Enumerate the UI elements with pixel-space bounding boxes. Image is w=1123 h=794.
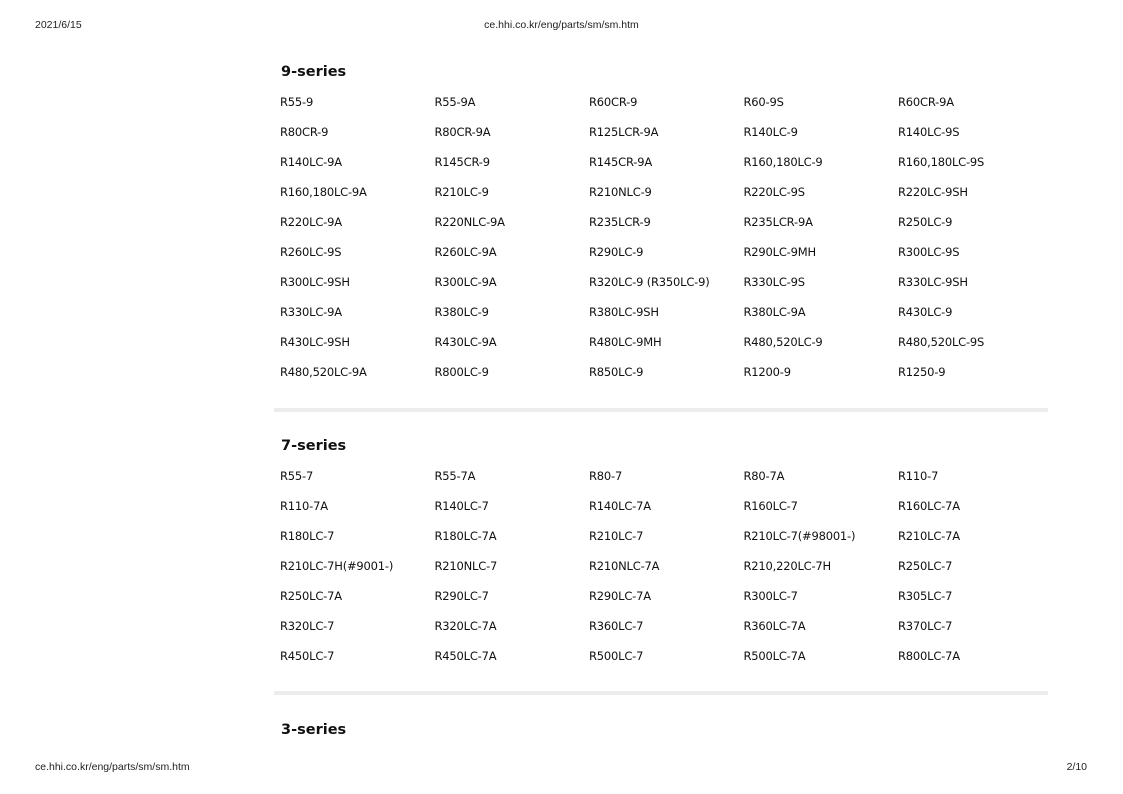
model-link[interactable]: R430LC-9A bbox=[434, 335, 497, 349]
model-link[interactable]: R430LC-9 bbox=[898, 305, 953, 319]
model-link[interactable]: R380LC-9SH bbox=[589, 305, 659, 319]
model-link[interactable]: R140LC-9S bbox=[898, 125, 960, 139]
model-link[interactable]: R160,180LC-9 bbox=[743, 155, 823, 169]
section-title: 7-series bbox=[281, 438, 347, 454]
print-footer-url: ce.hhi.co.kr/eng/parts/sm/sm.htm bbox=[35, 761, 190, 773]
model-link[interactable]: R235LCR-9A bbox=[743, 215, 813, 229]
model-link[interactable]: R110-7 bbox=[898, 469, 939, 483]
print-date: 2021/6/15 bbox=[35, 19, 82, 31]
model-link[interactable]: R220LC-9A bbox=[280, 215, 342, 229]
model-link[interactable]: R180LC-7 bbox=[280, 529, 335, 543]
model-link[interactable]: R250LC-9 bbox=[898, 215, 953, 229]
model-link[interactable]: R850LC-9 bbox=[589, 365, 644, 379]
model-link[interactable]: R140LC-9A bbox=[280, 155, 342, 169]
model-link[interactable]: R300LC-9SH bbox=[280, 275, 350, 289]
model-link[interactable]: R160,180LC-9A bbox=[280, 185, 367, 199]
model-link[interactable]: R380LC-9 bbox=[434, 305, 489, 319]
section-divider bbox=[274, 691, 1048, 695]
model-link[interactable]: R290LC-7 bbox=[434, 589, 489, 603]
model-link[interactable]: R320LC-7A bbox=[434, 619, 497, 633]
model-link[interactable]: R450LC-7A bbox=[434, 649, 497, 663]
model-link[interactable]: R500LC-7 bbox=[589, 649, 644, 663]
section-title: 3-series bbox=[281, 722, 347, 738]
model-link[interactable]: R110-7A bbox=[280, 499, 328, 513]
model-link[interactable]: R80-7 bbox=[589, 469, 623, 483]
model-link[interactable]: R145CR-9A bbox=[589, 155, 653, 169]
model-grid bbox=[280, 94, 1053, 394]
model-link[interactable]: R140LC-9 bbox=[743, 125, 798, 139]
model-link[interactable]: R305LC-7 bbox=[898, 589, 953, 603]
model-link[interactable]: R1200-9 bbox=[743, 365, 791, 379]
model-link[interactable]: R235LCR-9 bbox=[589, 215, 651, 229]
model-link[interactable]: R80-7A bbox=[743, 469, 785, 483]
model-link[interactable]: R80CR-9 bbox=[280, 125, 329, 139]
model-link[interactable]: R260LC-9A bbox=[434, 245, 497, 259]
model-link[interactable]: R60-9S bbox=[743, 95, 784, 109]
model-link[interactable]: R180LC-7A bbox=[434, 529, 497, 543]
model-link[interactable]: R60CR-9 bbox=[589, 95, 638, 109]
model-link[interactable]: R220NLC-9A bbox=[434, 215, 505, 229]
model-link[interactable]: R800LC-7A bbox=[898, 649, 960, 663]
model-link[interactable]: R250LC-7A bbox=[280, 589, 342, 603]
model-link[interactable]: R800LC-9 bbox=[434, 365, 489, 379]
model-link[interactable]: R330LC-9S bbox=[743, 275, 805, 289]
model-link[interactable]: R160LC-7 bbox=[743, 499, 798, 513]
section-title: 9-series bbox=[281, 64, 347, 80]
model-link[interactable]: R320LC-7 bbox=[280, 619, 335, 633]
model-link[interactable]: R210LC-7H(#9001-) bbox=[280, 559, 394, 573]
model-link[interactable]: R140LC-7A bbox=[589, 499, 651, 513]
model-link[interactable]: R370LC-7 bbox=[898, 619, 953, 633]
model-link[interactable]: R210NLC-7A bbox=[589, 559, 660, 573]
model-link[interactable]: R220LC-9SH bbox=[898, 185, 968, 199]
model-link[interactable]: R55-7A bbox=[434, 469, 476, 483]
section-divider bbox=[274, 408, 1048, 412]
model-link[interactable]: R1250-9 bbox=[898, 365, 946, 379]
model-link[interactable]: R140LC-7 bbox=[434, 499, 489, 513]
model-link[interactable]: R80CR-9A bbox=[434, 125, 491, 139]
model-link[interactable]: R210LC-7 bbox=[589, 529, 644, 543]
model-link[interactable]: R450LC-7 bbox=[280, 649, 335, 663]
model-link[interactable]: R330LC-9SH bbox=[898, 275, 968, 289]
model-link[interactable]: R250LC-7 bbox=[898, 559, 953, 573]
model-link[interactable]: R160LC-7A bbox=[898, 499, 960, 513]
print-header bbox=[0, 19, 1123, 33]
page-number: 2/10 bbox=[1066, 761, 1087, 773]
model-link[interactable]: R320LC-9 (R350LC-9) bbox=[589, 275, 710, 289]
model-link[interactable]: R55-7 bbox=[280, 469, 314, 483]
model-link[interactable]: R480,520LC-9 bbox=[743, 335, 823, 349]
model-link[interactable]: R55-9 bbox=[280, 95, 314, 109]
model-link[interactable]: R55-9A bbox=[434, 95, 476, 109]
model-link[interactable]: R300LC-9A bbox=[434, 275, 497, 289]
model-link[interactable]: R210LC-7A bbox=[898, 529, 960, 543]
model-link[interactable]: R210LC-7(#98001-) bbox=[743, 529, 856, 543]
model-link[interactable]: R210NLC-7 bbox=[434, 559, 498, 573]
model-grid bbox=[280, 468, 1053, 678]
print-footer bbox=[0, 761, 1123, 775]
model-link[interactable]: R260LC-9S bbox=[280, 245, 342, 259]
model-link[interactable]: R160,180LC-9S bbox=[898, 155, 985, 169]
model-link[interactable]: R290LC-9MH bbox=[743, 245, 816, 259]
model-link[interactable]: R360LC-7A bbox=[743, 619, 806, 633]
model-link[interactable]: R480LC-9MH bbox=[589, 335, 662, 349]
model-link[interactable]: R430LC-9SH bbox=[280, 335, 350, 349]
model-link[interactable]: R145CR-9 bbox=[434, 155, 490, 169]
model-link[interactable]: R330LC-9A bbox=[280, 305, 342, 319]
model-link[interactable]: R300LC-7 bbox=[743, 589, 798, 603]
model-link[interactable]: R210NLC-9 bbox=[589, 185, 652, 199]
model-link[interactable]: R480,520LC-9S bbox=[898, 335, 985, 349]
model-link[interactable]: R380LC-9A bbox=[743, 305, 806, 319]
model-link[interactable]: R300LC-9S bbox=[898, 245, 960, 259]
model-link[interactable]: R290LC-7A bbox=[589, 589, 651, 603]
model-link[interactable]: R500LC-7A bbox=[743, 649, 806, 663]
model-link[interactable]: R210,220LC-7H bbox=[743, 559, 831, 573]
model-link[interactable]: R480,520LC-9A bbox=[280, 365, 367, 379]
model-link[interactable]: R220LC-9S bbox=[743, 185, 805, 199]
model-link[interactable]: R60CR-9A bbox=[898, 95, 954, 109]
print-url: ce.hhi.co.kr/eng/parts/sm/sm.htm bbox=[484, 19, 639, 31]
model-link[interactable]: R360LC-7 bbox=[589, 619, 644, 633]
model-link[interactable]: R290LC-9 bbox=[589, 245, 644, 259]
model-link[interactable]: R125LCR-9A bbox=[589, 125, 659, 139]
model-link[interactable]: R210LC-9 bbox=[434, 185, 489, 199]
